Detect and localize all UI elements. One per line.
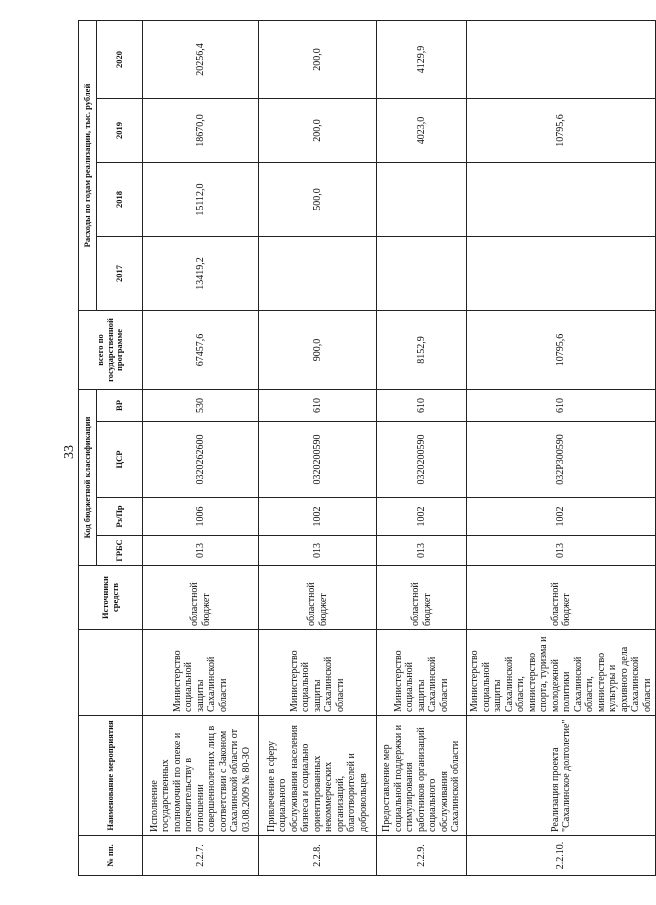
cell-csr: 0320200590 [377,422,467,498]
col-header-year-2018: 2018 [97,163,143,237]
cell-total: 67457,6 [143,311,259,390]
cell-vr: 610 [259,390,377,422]
col-header-budget-code: Код бюджетной классификации [79,390,97,566]
cell-2017 [259,237,377,311]
page-number: 33 [62,445,77,459]
col-header-years-group: Расходы по годам реализации, тыс. рублей [79,20,97,310]
cell-name: Исполнение государственных полномочий по опеке и попечительству в отношении совершеннолетних лиц в соответствии с Законом Сахалинской области от 03.08.2009 № 80-ЗО [143,716,259,836]
cell-rzpr: 1002 [467,498,656,536]
budget-table [78,20,656,876]
table-row [143,20,259,875]
cell-2019: 18670,0 [143,99,259,163]
table-row [377,20,467,875]
cell-2017: 13419,2 [143,237,259,311]
cell-2019: 200,0 [259,99,377,163]
cell-2020: 200,0 [259,20,377,98]
cell-grbs: 013 [467,536,656,566]
cell-grbs: 013 [377,536,467,566]
cell-source: областной бюджет [377,566,467,630]
cell-rzpr: 1002 [377,498,467,536]
cell-2017 [377,237,467,311]
col-header-executor [79,630,143,716]
cell-2020 [467,20,656,98]
table-row [259,20,377,875]
col-header-csr: ЦСР [97,422,143,498]
cell-num: 2.2.7. [143,836,259,876]
cell-csr: 032P300590 [467,422,656,498]
cell-2018: 15112,0 [143,163,259,237]
col-header-name: Наименование мероприятия [79,716,143,836]
cell-total: 8152,9 [377,311,467,390]
cell-num: 2.2.9. [377,836,467,876]
cell-2018: 500,0 [259,163,377,237]
table-row [467,20,656,875]
col-header-year-2020: 2020 [97,20,143,98]
cell-vr: 610 [377,390,467,422]
col-header-year-2017: 2017 [97,237,143,311]
cell-2018 [377,163,467,237]
cell-name: Предоставление мер социальной поддержки и стимулирования работников организаций социального обслуживания Сахалинской области [377,716,467,836]
cell-2020: 20256,4 [143,20,259,98]
cell-2020: 4129,9 [377,20,467,98]
col-header-source: Источники средств [79,566,143,630]
cell-executor: Министерство социальной защиты Сахалинской области, министерство спорта, туризма и молодежной политики Сахалинской области, министерство культуры и архивного дела Сахалинской области [467,630,656,716]
cell-name: Привлечение в сферу социального обслуживания населения бизнеса и социально ориентированных некоммерческих организаций, благотворителей и добровольцев [259,716,377,836]
cell-total: 10795,6 [467,311,656,390]
cell-total: 900,0 [259,311,377,390]
cell-executor: Министерство социальной защиты Сахалинской области [377,630,467,716]
cell-source: областной бюджет [467,566,656,630]
cell-source: областной бюджет [143,566,259,630]
cell-vr: 530 [143,390,259,422]
cell-csr: 0320262600 [143,422,259,498]
cell-2019: 10795,6 [467,99,656,163]
rotated-table-container [78,21,653,876]
cell-csr: 0320200590 [259,422,377,498]
cell-grbs: 013 [143,536,259,566]
cell-num: 2.2.8. [259,836,377,876]
header-row-1 [79,20,97,875]
cell-executor: Министерство социальной защиты Сахалинской области [143,630,259,716]
cell-executor: Министерство социальной защиты Сахалинской области [259,630,377,716]
cell-num: 2.2.10. [467,836,656,876]
cell-source: областной бюджет [259,566,377,630]
col-header-vr: ВР [97,390,143,422]
cell-2017 [467,237,656,311]
cell-grbs: 013 [259,536,377,566]
cell-rzpr: 1006 [143,498,259,536]
cell-rzpr: 1002 [259,498,377,536]
cell-vr: 610 [467,390,656,422]
cell-2018 [467,163,656,237]
cell-name: Реализация проекта "Сахалинское долголетие" [467,716,656,836]
cell-2019: 4023,0 [377,99,467,163]
col-header-total: всего по государственной программе [79,311,143,390]
col-header-rzpr: Рз/Пр [97,498,143,536]
col-header-num: № пп. [79,836,143,876]
col-header-year-2019: 2019 [97,99,143,163]
col-header-grbs: ГРБС [97,536,143,566]
